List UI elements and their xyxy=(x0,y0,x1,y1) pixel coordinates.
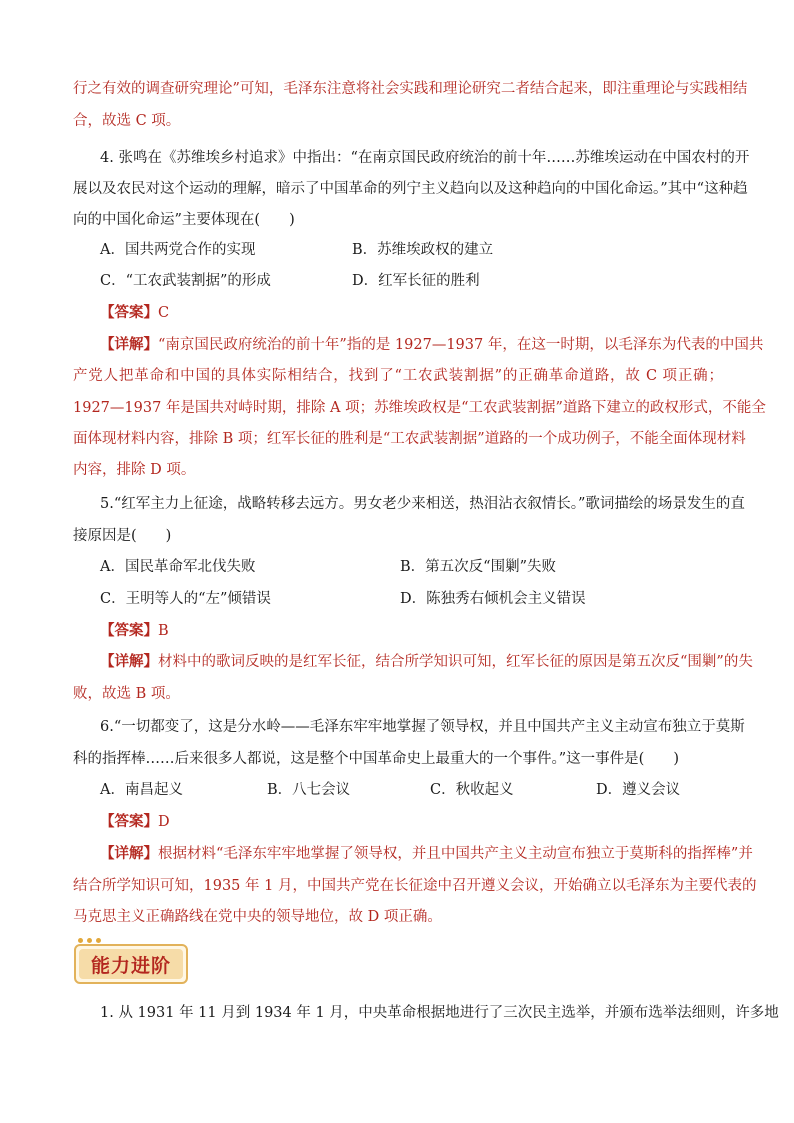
q6-stem-line-1: 6.“一切都变了，这是分水岭——毛泽东牢牢地掌握了领导权，并且中国共产主义主动宣布独立于莫斯 xyxy=(100,719,745,735)
prev-detail-line-1: 行之有效的调查研究理论”可知，毛泽东注意将社会实践和理论研究二者结合起来，即注重理论与实践相结 xyxy=(73,81,748,97)
q5-detail-line-2: 败，故选 B 项。 xyxy=(73,686,180,702)
q6-option-a: A．南昌起义 xyxy=(100,782,183,798)
q4-option-d: D．红军长征的胜利 xyxy=(352,273,480,289)
q5-stem-line-2: 接原因是( ) xyxy=(73,528,172,544)
q6-option-b: B．八七会议 xyxy=(267,782,351,798)
q4-detail-line-4: 面体现材料内容，排除 B 项；红军长征的胜利是“工农武装割据”道路的一个成功例子，不能全面体现材料 xyxy=(73,431,746,447)
detail-label: 【详解】 xyxy=(100,653,158,670)
q4-stem-line-2: 展以及农民对这个运动的理解，暗示了中国革命的列宁主义趋向以及这种趋向的中国化命运。”其中“这种趋 xyxy=(73,181,748,197)
detail-text: 材料中的歌词反映的是红军长征，结合所学知识可知，红军长征的原因是第五次反“围剿”的失 xyxy=(158,654,753,670)
q4-stem-line-1: 4. 张鸣在《苏维埃乡村追求》中指出：“在南京国民政府统治的前十年……苏维埃运动在中国农村的开 xyxy=(100,150,750,166)
q5-stem-line-1: 5.“红军主力上征途，战略转移去远方。男女老少来相送，热泪沾衣叙情长。”歌词描绘的场景发生的直 xyxy=(100,496,745,512)
q4-detail-line-3: 1927—1937 年是国共对峙时期，排除 A 项；苏维埃政权是“工农武装割据”道路下建立的政权形式，不能全 xyxy=(73,400,766,416)
q6-detail-line-3: 马克思主义正确路线在党中央的领导地位，故 D 项正确。 xyxy=(73,909,442,925)
q6-option-c: C．秋收起义 xyxy=(430,782,514,798)
q5-detail-line-1 xyxy=(100,652,753,672)
q5-option-a: A．国民革命军北伐失败 xyxy=(100,559,256,575)
q4-option-b: B．苏维埃政权的建立 xyxy=(352,242,494,258)
q6-detail-line-2: 结合所学知识可知，1935 年 1 月，中国共产党在长征途中召开遵义会议，开始确立以毛泽东为主要代表的 xyxy=(73,878,757,894)
q4-option-c: C．“工农武装割据”的形成 xyxy=(100,273,271,289)
section-title: 能力进阶 xyxy=(79,949,183,979)
q5-option-b: B．第五次反“围剿”失败 xyxy=(400,559,556,575)
q4-detail-line-1 xyxy=(100,335,764,355)
answer-label: 【答案】 xyxy=(100,813,158,830)
s1-stem-line-1: 1. 从 1931 年 11 月到 1934 年 1 月，中央革命根据地进行了三次民主选举，并颁布选举法细则，许多地 xyxy=(100,1005,779,1021)
q6-option-d: D．遵义会议 xyxy=(596,782,681,798)
detail-label: 【详解】 xyxy=(100,336,158,353)
answer-label: 【答案】 xyxy=(100,304,158,321)
detail-text: “南京国民政府统治的前十年”指的是 1927—1937 年，在这一时期，以毛泽东为代表的中国共 xyxy=(158,337,764,353)
q4-detail-line-2: 产党人把革命和中国的具体实际相结合，找到了“工农武装割据”的正确革命道路，故 C 项正确； xyxy=(73,368,723,384)
q4-option-a: A．国共两党合作的实现 xyxy=(100,242,256,258)
answer-value: D xyxy=(158,814,170,830)
q5-answer xyxy=(100,621,169,641)
q6-stem-line-2: 科的指挥棒……后来很多人都说，这是整个中国革命史上最重大的一个事件。”这一事件是( ) xyxy=(73,751,679,767)
q5-option-c: C．王明等人的“左”倾错误 xyxy=(100,591,271,607)
q4-stem-line-3: 向的中国化命运”主要体现在( ) xyxy=(73,212,295,228)
detail-label: 【详解】 xyxy=(100,845,158,862)
detail-text: 根据材料“毛泽东牢牢地掌握了领导权，并且中国共产主义主动宣布独立于莫斯科的指挥棒”并 xyxy=(158,846,753,862)
q6-answer xyxy=(100,812,170,832)
answer-label: 【答案】 xyxy=(100,622,158,639)
prev-detail-line-2: 合，故选 C 项。 xyxy=(73,113,181,129)
answer-value: C xyxy=(158,305,170,321)
q6-detail-line-1 xyxy=(100,844,753,864)
section-badge xyxy=(74,944,188,984)
q4-detail-line-5: 内容，排除 D 项。 xyxy=(73,462,196,478)
q5-option-d: D．陈独秀右倾机会主义错误 xyxy=(400,591,586,607)
q4-answer xyxy=(100,303,169,323)
badge-dots-icon xyxy=(78,938,101,943)
answer-value: B xyxy=(158,623,169,639)
